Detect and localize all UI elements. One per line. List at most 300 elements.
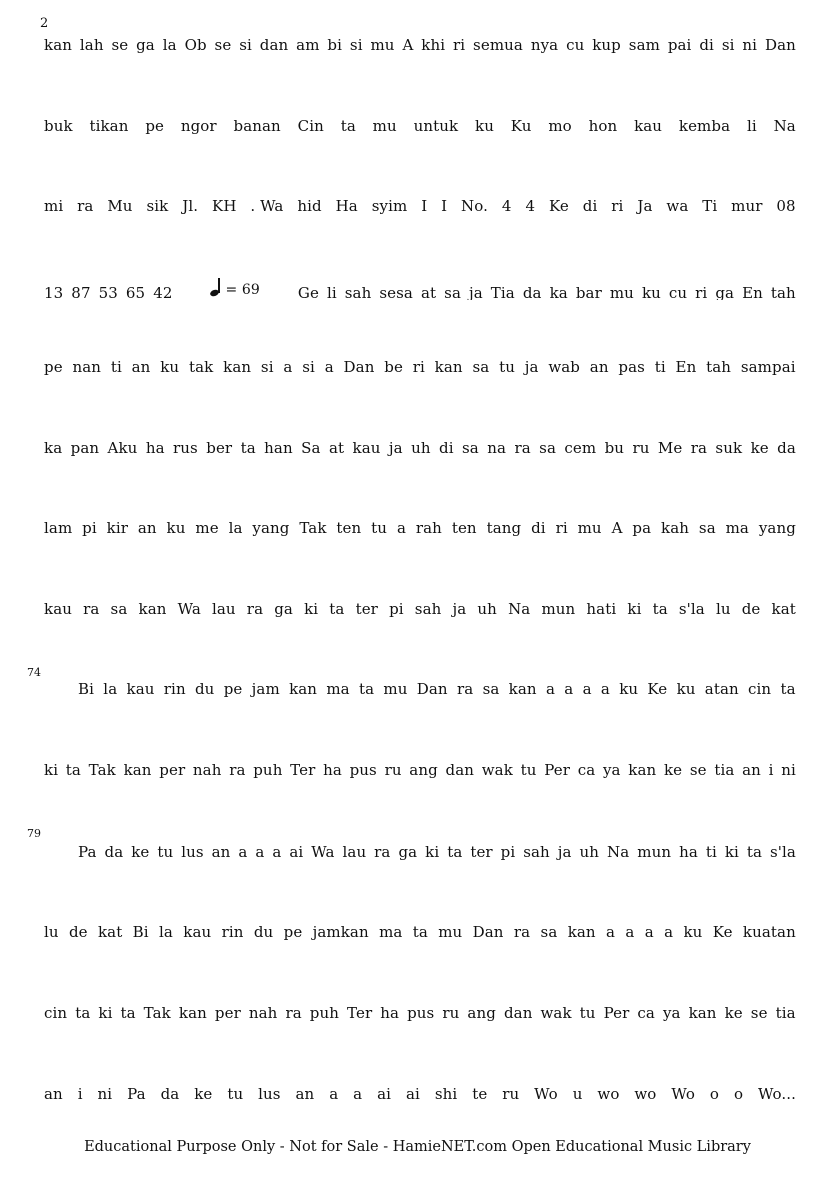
lyric-syllable: ha (380, 1004, 400, 1022)
lyric-syllable: ki (44, 761, 59, 779)
lyric-syllable: li (746, 117, 757, 135)
lyric-line (44, 519, 796, 541)
lyric-line (44, 117, 796, 139)
lyric-syllable: ru (384, 761, 402, 779)
lyric-syllable: ta (746, 843, 763, 861)
lyric-syllable: ke (724, 1004, 743, 1022)
lyric-syllable: ta (120, 1004, 136, 1022)
lyric-syllable: tang (486, 519, 522, 537)
lyric-syllable: Tak (143, 1004, 171, 1022)
lyric-syllable: Wo (534, 1085, 558, 1103)
lyric-syllable: Wa (311, 843, 335, 861)
lyric-syllable: ga (136, 36, 155, 54)
lyric-syllable: semua (473, 36, 523, 54)
lyric-syllable: ma (326, 680, 350, 698)
lyric-syllable: rin (163, 680, 186, 698)
lyric-syllable: ra (690, 439, 708, 457)
lyric-line (78, 680, 796, 702)
lyric-syllable: kan (223, 358, 252, 376)
lyric-syllable: kan (434, 358, 463, 376)
lyric-syllable: kau (634, 117, 663, 135)
lyric-syllable: jam (251, 680, 280, 698)
lyric-syllable: ra (374, 843, 391, 861)
lyric-syllable: nya (530, 36, 559, 54)
lyric-syllable: Dan (416, 680, 448, 698)
lyric-syllable: a (564, 680, 574, 698)
lyric-syllable: sa (444, 284, 461, 300)
lyric-syllable: ta (240, 439, 256, 457)
lyric-syllable: ta (75, 1004, 91, 1022)
lyric-syllable: ki (724, 843, 739, 861)
lyric-syllable: a (600, 680, 610, 698)
lyric-syllable: o (733, 1085, 744, 1103)
lyric-syllable: 4 (525, 197, 536, 215)
lyric-syllable: Ke (712, 923, 733, 941)
lyric-syllable: ku (641, 284, 661, 300)
lyric-syllable: a (582, 680, 592, 698)
lyric-syllable: a (644, 923, 654, 941)
lyric-syllable: kan (123, 761, 152, 779)
lyric-syllable: ri (555, 519, 568, 537)
lyric-syllable: A (402, 36, 414, 54)
lyric-syllable: ca (577, 761, 596, 779)
lyric-syllable: a (353, 1085, 363, 1103)
lyric-syllable: me (195, 519, 219, 537)
lyric-syllable: ni (781, 761, 796, 779)
lyric-syllable: nan (72, 358, 102, 376)
lyric-syllable: ra (514, 439, 531, 457)
lyric-syllable: kan (44, 36, 72, 54)
lyric-syllable: yang (252, 519, 290, 537)
lyric-syllable: ga (398, 843, 418, 861)
lyric-syllable: si (302, 358, 315, 376)
lyric-syllable: ha (323, 761, 342, 779)
lyric-syllable: an (211, 843, 231, 861)
lyric-syllable: 53 (98, 284, 118, 300)
lyric-syllable: da (522, 284, 542, 300)
lyric-syllable: se (689, 761, 707, 779)
lyric-syllable: Tak (88, 761, 116, 779)
lyric-syllable: di (699, 36, 714, 54)
tempo-value: = 69 (225, 282, 260, 298)
lyric-syllable: ni (97, 1085, 113, 1103)
lyric-syllable: se (214, 36, 232, 54)
lyric-syllable: tia (714, 761, 735, 779)
lyric-syllable: di (439, 439, 454, 457)
lyric-syllable: uh (411, 439, 431, 457)
lyric-syllable: Na (773, 117, 796, 135)
lyric-syllable: Ter (290, 761, 316, 779)
lyric-syllable: pe (283, 923, 303, 941)
lyric-syllable: da (160, 1085, 180, 1103)
lyric-syllable: at (328, 439, 345, 457)
lyric-syllable: kan (567, 923, 596, 941)
lyric-syllable: an (295, 1085, 315, 1103)
lyric-syllable: pai (667, 36, 692, 54)
lyric-syllable: se (750, 1004, 768, 1022)
lyric-syllable: kau (44, 600, 72, 618)
lyric-syllable: sa (540, 923, 558, 941)
lyric-syllable: han (264, 439, 293, 457)
lyric-syllable: bu (604, 439, 625, 457)
lyric-syllable: kat (97, 923, 123, 941)
lyric-syllable: tu (227, 1085, 244, 1103)
lyric-syllable: mu (577, 519, 602, 537)
lyric-syllable: Ku (510, 117, 532, 135)
quarter-note-icon (210, 278, 222, 298)
lyric-syllable: ni (742, 36, 758, 54)
lyric-syllable: lam (44, 519, 73, 537)
lyric-line (44, 1085, 796, 1107)
lyric-syllable: sa (698, 519, 716, 537)
lyric-syllable: 08 (776, 197, 796, 215)
lyric-syllable: khi (421, 36, 446, 54)
lyric-syllable: mi (44, 197, 64, 215)
lyric-syllable: an (137, 519, 157, 537)
lyric-syllable: per (214, 1004, 241, 1022)
lyric-syllable: a (272, 843, 282, 861)
lyric-syllable: pas (618, 358, 645, 376)
lyric-syllable: Mu (107, 197, 133, 215)
lyric-syllable: ru (632, 439, 650, 457)
lyric-syllable: Pa (127, 1085, 146, 1103)
measure-number-74: 74 (27, 666, 41, 679)
lyric-syllable: tu (579, 1004, 596, 1022)
lyric-syllable: di (582, 197, 598, 215)
lyric-syllable: ke (131, 843, 150, 861)
lyric-syllable: ka (549, 284, 568, 300)
lyric-syllable: a (606, 923, 616, 941)
lyric-syllable: ai (289, 843, 304, 861)
lyric-syllable: nah (248, 1004, 278, 1022)
lyric-syllable: kah (661, 519, 690, 537)
lyric-syllable: hati (586, 600, 617, 618)
lyric-syllable: la (162, 36, 177, 54)
lyric-syllable: ai (405, 1085, 420, 1103)
lyric-syllable: I (441, 197, 448, 215)
lyric-syllable: pi (82, 519, 97, 537)
lyric-syllable: a (396, 519, 406, 537)
lyric-syllable: cu (566, 36, 585, 54)
lyric-syllable: tikan (89, 117, 129, 135)
lyric-syllable: Wa (177, 600, 201, 618)
lyric-syllable: te (472, 1085, 488, 1103)
lyric-syllable: Ge (297, 284, 319, 300)
lyric-syllable: ta (65, 761, 81, 779)
lyric-syllable: de (741, 600, 761, 618)
lyric-syllable: 87 (71, 284, 91, 300)
lyric-syllable: kup (592, 36, 621, 54)
lyric-syllable: u (572, 1085, 583, 1103)
lyric-syllable: ha (679, 843, 698, 861)
lyric-syllable: wo (634, 1085, 657, 1103)
lyric-syllable: pus (407, 1004, 435, 1022)
lyric-syllable: kan (628, 761, 657, 779)
lyric-line (44, 278, 796, 300)
measure-number-79: 79 (27, 827, 41, 840)
lyric-syllable: sa (472, 358, 490, 376)
lyric-syllable: mu (370, 36, 395, 54)
lyric-syllable: Ter (347, 1004, 373, 1022)
lyric-syllable: an (589, 358, 609, 376)
lyric-syllable: lau (211, 600, 236, 618)
lyric-syllable: mu (372, 117, 397, 135)
lyric-line (78, 843, 796, 865)
lyric-syllable: sam (628, 36, 660, 54)
lyric-syllable: nah (192, 761, 222, 779)
lyric-syllable: ten (336, 519, 362, 537)
lyric-syllable: ta (652, 600, 668, 618)
lyric-syllable: pan (70, 439, 100, 457)
lyric-syllable: ku (160, 358, 180, 376)
lyric-syllable: ke (750, 439, 769, 457)
lyric-syllable: lus (181, 843, 204, 861)
lyric-syllable: uh (477, 600, 497, 618)
lyric-syllable: Na (508, 600, 531, 618)
lyric-syllable: ra (285, 1004, 302, 1022)
lyric-syllable: pi (500, 843, 516, 861)
lyric-syllable: ya (662, 1004, 681, 1022)
lyric-syllable: kau (352, 439, 381, 457)
lyric-syllable: kau (183, 923, 212, 941)
lyric-syllable: Wo (671, 1085, 695, 1103)
lyric-syllable: ai (377, 1085, 392, 1103)
lyric-syllable: sah (344, 284, 372, 300)
lyric-syllable: ku (619, 680, 639, 698)
lyric-syllable: Dan (764, 36, 796, 54)
lyric-syllable: ta (780, 680, 796, 698)
lyric-syllable: . Wa (250, 197, 284, 215)
lyric-syllable: tu (371, 519, 388, 537)
lyric-syllable: ta (340, 117, 356, 135)
lyric-syllable: pe (223, 680, 243, 698)
lyric-syllable: pe (44, 358, 63, 376)
lyric-syllable: ja (388, 439, 403, 457)
lyric-syllable: I (421, 197, 428, 215)
lyric-syllable: ri (453, 36, 466, 54)
lyric-syllable: di (531, 519, 546, 537)
lyric-syllable: lu (44, 923, 59, 941)
lyric-syllable: sa (482, 680, 500, 698)
lyric-syllable: KH (212, 197, 237, 215)
lyric-syllable: ri (611, 197, 624, 215)
lyric-syllable: mu (438, 923, 463, 941)
lyric-syllable: hon (588, 117, 618, 135)
lyric-syllable: Dan (343, 358, 375, 376)
lyric-syllable: bar (575, 284, 602, 300)
lyric-syllable: ru (442, 1004, 460, 1022)
lyric-syllable: cin (748, 680, 772, 698)
lyric-syllable: wo (597, 1085, 620, 1103)
lyric-syllable: ter (470, 843, 493, 861)
lyric-syllable: ma (725, 519, 749, 537)
lyric-syllable: ten (451, 519, 477, 537)
lyric-syllable: ta (329, 600, 345, 618)
lyric-syllable: tia (775, 1004, 796, 1022)
lyric-syllable: untuk (413, 117, 459, 135)
lyric-syllable: Dan (472, 923, 504, 941)
lyric-syllable: mu (609, 284, 634, 300)
lyric-syllable: an (131, 358, 151, 376)
lyric-syllable: la (228, 519, 243, 537)
lyric-syllable: du (194, 680, 215, 698)
lyric-syllable: s'la (769, 843, 796, 861)
lyric-syllable: ri (695, 284, 708, 300)
lyric-syllable: Tia (490, 284, 515, 300)
lyric-syllable: lau (342, 843, 367, 861)
lyric-syllable: an (742, 761, 761, 779)
lyric-syllable: si (349, 36, 363, 54)
lyric-syllable: de (68, 923, 88, 941)
lyric-syllable: a (545, 680, 555, 698)
lyric-syllable: s'la (678, 600, 705, 618)
lyric-syllable: kan (138, 600, 167, 618)
lyric-syllable: ja (557, 843, 572, 861)
lyric-syllable: se (111, 36, 129, 54)
lyric-syllable: kat (771, 600, 796, 618)
lyric-syllable: kuatan (742, 923, 796, 941)
lyric-syllable: am (296, 36, 320, 54)
lyric-syllable: suk (715, 439, 743, 457)
lyric-syllable: ma (379, 923, 403, 941)
lyric-syllable: sah (523, 843, 550, 861)
lyric-syllable: Ob (184, 36, 207, 54)
lyric-syllable: sampai (740, 358, 796, 376)
lyric-syllable: A (611, 519, 623, 537)
lyric-syllable: mun (541, 600, 576, 618)
lyric-syllable: ga (715, 284, 735, 300)
lyric-syllable: cin (44, 1004, 68, 1022)
lyric-syllable: ku (166, 519, 186, 537)
lyric-syllable: rah (415, 519, 442, 537)
lyric-syllable: pa (632, 519, 652, 537)
lyric-syllable: a (238, 843, 248, 861)
lyric-syllable: kan (688, 1004, 717, 1022)
lyric-syllable: rin (221, 923, 244, 941)
lyric-syllable: 13 (44, 284, 64, 300)
lyric-syllable: Ke (647, 680, 668, 698)
lyric-syllable: wab (548, 358, 581, 376)
lyric-syllable: puh (253, 761, 283, 779)
lyric-syllable: ja (469, 284, 483, 300)
lyric-syllable: o (709, 1085, 720, 1103)
lyric-syllable: ngor (180, 117, 217, 135)
lyric-syllable: sik (146, 197, 169, 215)
lyric-syllable: la (103, 680, 118, 698)
lyric-syllable: dan (259, 36, 289, 54)
lyric-syllable: uh (579, 843, 600, 861)
lyric-syllable: tu (520, 761, 537, 779)
lyric-line (44, 36, 796, 58)
lyric-syllable: pe (145, 117, 164, 135)
lyric-syllable: wak (540, 1004, 572, 1022)
lyric-line (44, 600, 796, 622)
lyric-line (44, 761, 796, 783)
lyric-syllable: kan (178, 1004, 207, 1022)
lyric-syllable: ber (206, 439, 233, 457)
lyric-syllable: shi (434, 1085, 458, 1103)
lyric-syllable: 65 (125, 284, 146, 300)
lyric-syllable: banan (233, 117, 281, 135)
lyric-syllable: ki (98, 1004, 113, 1022)
lyric-syllable: da (104, 843, 124, 861)
lyric-syllable: ke (663, 761, 683, 779)
lyric-syllable: a (324, 358, 334, 376)
lyric-syllable: ki (627, 600, 642, 618)
lyric-syllable: ja (524, 358, 539, 376)
lyric-line (44, 358, 796, 380)
lyric-syllable: tu (499, 358, 515, 376)
lyric-syllable: Jl. (182, 197, 199, 215)
lyric-syllable: cu (668, 284, 688, 300)
lyric-syllable: Bi (132, 923, 149, 941)
lyric-syllable: la (159, 923, 173, 941)
lyric-syllable: sa (539, 439, 556, 457)
lyric-syllable: kan (508, 680, 537, 698)
lyric-syllable: kan (289, 680, 318, 698)
lyric-syllable: ke (194, 1085, 213, 1103)
lyric-syllable: Sa (301, 439, 321, 457)
lyric-syllable: an (44, 1085, 63, 1103)
lyric-syllable: li (326, 284, 337, 300)
lyric-syllable: 42 (153, 284, 173, 300)
lyric-syllable: i (77, 1085, 83, 1103)
lyric-syllable: ang (467, 1004, 496, 1022)
lyric-syllable: per (159, 761, 186, 779)
lyric-syllable: ca (637, 1004, 655, 1022)
lyric-syllable: sesa (379, 284, 413, 300)
lyric-syllable: En (742, 284, 763, 300)
lyric-syllable: ra (77, 197, 94, 215)
lyric-syllable: da (777, 439, 796, 457)
lyric-syllable: dan (445, 761, 475, 779)
lyric-syllable: ta (412, 923, 428, 941)
lyric-syllable: cem (564, 439, 597, 457)
lyric-syllable: Cin (297, 117, 324, 135)
lyric-syllable: ri (412, 358, 425, 376)
lyric-syllable: Ja (637, 197, 653, 215)
lyric-syllable: si (721, 36, 735, 54)
lyric-syllable: mo (548, 117, 572, 135)
lyric-syllable: a (283, 358, 293, 376)
lyric-syllable: ti (654, 358, 666, 376)
lyric-syllable: ku (676, 680, 696, 698)
lyric-syllable: ka (44, 439, 63, 457)
lyric-syllable: ti (110, 358, 122, 376)
lyric-line (44, 1004, 796, 1026)
lyric-syllable: a (329, 1085, 339, 1103)
lyric-syllable: Per (603, 1004, 630, 1022)
lyric-syllable: wak (481, 761, 513, 779)
lyric-syllable: yang (758, 519, 796, 537)
lyric-syllable: sa (462, 439, 479, 457)
lyric-syllable: hid (297, 197, 322, 215)
lyric-syllable: du (253, 923, 274, 941)
tempo-marking (210, 278, 259, 298)
lyric-syllable: ter (355, 600, 378, 618)
lyric-syllable: ra (246, 600, 264, 618)
lyric-syllable: kemba (678, 117, 731, 135)
lyric-syllable: sah (414, 600, 442, 618)
lyric-syllable: ha (145, 439, 165, 457)
lyric-syllable: na (487, 439, 507, 457)
lyric-syllable: No. (461, 197, 488, 215)
lyric-syllable: bi (327, 36, 343, 54)
lyric-line (44, 439, 796, 461)
lyric-syllable: Per (544, 761, 570, 779)
lyric-syllable: si (260, 358, 274, 376)
lyric-syllable: En (675, 358, 697, 376)
